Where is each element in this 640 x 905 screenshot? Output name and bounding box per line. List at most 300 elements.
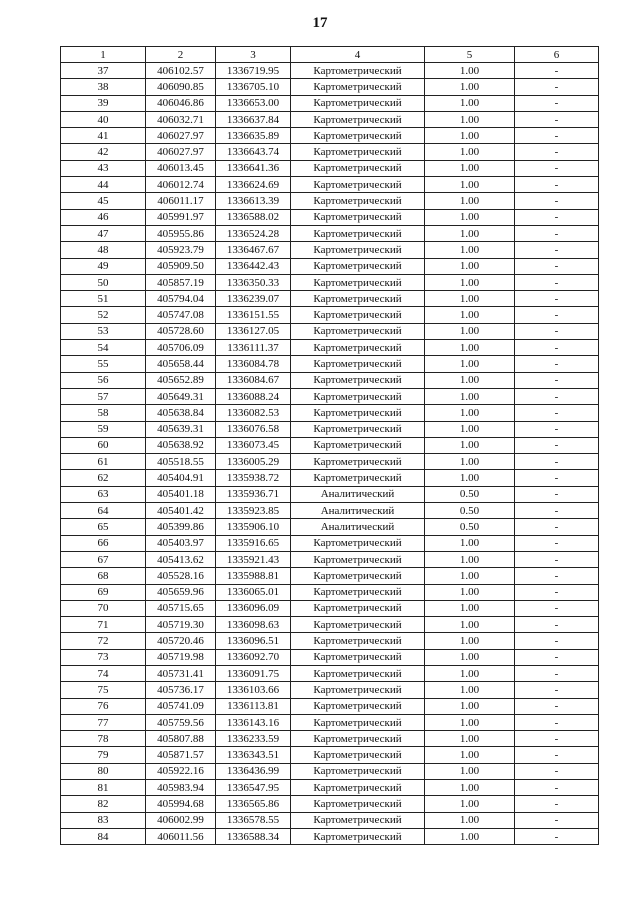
method-cell: Картометрический (291, 421, 425, 437)
y-coordinate-cell: 1336127.05 (216, 323, 291, 339)
method-cell: Картометрический (291, 796, 425, 812)
y-coordinate-cell: 1336637.84 (216, 111, 291, 127)
y-coordinate-cell: 1336635.89 (216, 128, 291, 144)
x-coordinate-cell: 405955.86 (146, 225, 216, 241)
y-coordinate-cell: 1336239.07 (216, 291, 291, 307)
point-number-cell: 40 (61, 111, 146, 127)
y-coordinate-cell: 1336436.99 (216, 763, 291, 779)
point-number-cell: 83 (61, 812, 146, 828)
point-number-cell: 73 (61, 649, 146, 665)
table-row (61, 258, 599, 274)
point-number-cell: 66 (61, 535, 146, 551)
y-coordinate-cell: 1336151.55 (216, 307, 291, 323)
accuracy-cell: 1.00 (425, 177, 515, 193)
point-number-cell: 71 (61, 617, 146, 633)
accuracy-cell: 1.00 (425, 796, 515, 812)
point-number-cell: 72 (61, 633, 146, 649)
accuracy-cell: 1.00 (425, 763, 515, 779)
y-coordinate-cell: 1336096.51 (216, 633, 291, 649)
point-number-cell: 57 (61, 388, 146, 404)
table-row (61, 568, 599, 584)
method-cell: Картометрический (291, 193, 425, 209)
point-number-cell: 74 (61, 665, 146, 681)
x-coordinate-cell: 405719.98 (146, 649, 216, 665)
accuracy-cell: 1.00 (425, 649, 515, 665)
table-row (61, 356, 599, 372)
description-cell: - (515, 584, 599, 600)
x-coordinate-cell: 405413.62 (146, 551, 216, 567)
method-cell: Картометрический (291, 731, 425, 747)
method-cell: Картометрический (291, 828, 425, 844)
y-coordinate-cell: 1336143.16 (216, 714, 291, 730)
point-number-cell: 76 (61, 698, 146, 714)
description-cell: - (515, 291, 599, 307)
point-number-cell: 59 (61, 421, 146, 437)
y-coordinate-cell: 1336084.78 (216, 356, 291, 372)
x-coordinate-cell: 405658.44 (146, 356, 216, 372)
point-number-cell: 39 (61, 95, 146, 111)
y-coordinate-cell: 1336524.28 (216, 225, 291, 241)
description-cell: - (515, 519, 599, 535)
description-cell: - (515, 568, 599, 584)
header-cell-4: 4 (291, 47, 425, 63)
description-cell: - (515, 665, 599, 681)
point-number-cell: 64 (61, 503, 146, 519)
table-row (61, 503, 599, 519)
y-coordinate-cell: 1336091.75 (216, 665, 291, 681)
method-cell: Картометрический (291, 437, 425, 453)
method-cell: Картометрический (291, 63, 425, 79)
table-row (61, 421, 599, 437)
y-coordinate-cell: 1335938.72 (216, 470, 291, 486)
y-coordinate-cell: 1336350.33 (216, 274, 291, 290)
method-cell: Картометрический (291, 274, 425, 290)
point-number-cell: 48 (61, 242, 146, 258)
x-coordinate-cell: 405731.41 (146, 665, 216, 681)
y-coordinate-cell: 1336088.24 (216, 388, 291, 404)
table-row (61, 828, 599, 844)
point-number-cell: 42 (61, 144, 146, 160)
x-coordinate-cell: 406046.86 (146, 95, 216, 111)
accuracy-cell: 1.00 (425, 242, 515, 258)
y-coordinate-cell: 1335923.85 (216, 503, 291, 519)
point-number-cell: 69 (61, 584, 146, 600)
table-row (61, 780, 599, 796)
description-cell: - (515, 731, 599, 747)
x-coordinate-cell: 406027.97 (146, 128, 216, 144)
table-row (61, 731, 599, 747)
description-cell: - (515, 225, 599, 241)
accuracy-cell: 1.00 (425, 780, 515, 796)
x-coordinate-cell: 406090.85 (146, 79, 216, 95)
method-cell: Картометрический (291, 763, 425, 779)
accuracy-cell: 0.50 (425, 486, 515, 502)
y-coordinate-cell: 1336084.67 (216, 372, 291, 388)
point-number-cell: 65 (61, 519, 146, 535)
description-cell: - (515, 209, 599, 225)
y-coordinate-cell: 1336113.81 (216, 698, 291, 714)
method-cell: Картометрический (291, 649, 425, 665)
description-cell: - (515, 437, 599, 453)
table-row (61, 144, 599, 160)
x-coordinate-cell: 406002.99 (146, 812, 216, 828)
description-cell: - (515, 372, 599, 388)
y-coordinate-cell: 1336442.43 (216, 258, 291, 274)
method-cell: Картометрический (291, 340, 425, 356)
accuracy-cell: 1.00 (425, 421, 515, 437)
method-cell: Картометрический (291, 323, 425, 339)
accuracy-cell: 1.00 (425, 193, 515, 209)
header-cell-1: 1 (61, 47, 146, 63)
accuracy-cell: 1.00 (425, 274, 515, 290)
point-number-cell: 77 (61, 714, 146, 730)
x-coordinate-cell: 405638.92 (146, 437, 216, 453)
point-number-cell: 52 (61, 307, 146, 323)
table-row (61, 160, 599, 176)
y-coordinate-cell: 1336096.09 (216, 600, 291, 616)
x-coordinate-cell: 405923.79 (146, 242, 216, 258)
y-coordinate-cell: 1336719.95 (216, 63, 291, 79)
description-cell: - (515, 144, 599, 160)
table-row (61, 535, 599, 551)
table-row (61, 437, 599, 453)
description-cell: - (515, 160, 599, 176)
table-row (61, 551, 599, 567)
y-coordinate-cell: 1336588.34 (216, 828, 291, 844)
x-coordinate-cell: 405720.46 (146, 633, 216, 649)
accuracy-cell: 0.50 (425, 503, 515, 519)
method-cell: Картометрический (291, 372, 425, 388)
table-row (61, 291, 599, 307)
point-number-cell: 54 (61, 340, 146, 356)
point-number-cell: 80 (61, 763, 146, 779)
description-cell: - (515, 486, 599, 502)
description-cell: - (515, 828, 599, 844)
method-cell: Картометрический (291, 535, 425, 551)
description-cell: - (515, 649, 599, 665)
accuracy-cell: 1.00 (425, 323, 515, 339)
y-coordinate-cell: 1336467.67 (216, 242, 291, 258)
point-number-cell: 49 (61, 258, 146, 274)
accuracy-cell: 1.00 (425, 356, 515, 372)
description-cell: - (515, 421, 599, 437)
accuracy-cell: 1.00 (425, 568, 515, 584)
table-row (61, 519, 599, 535)
method-cell: Картометрический (291, 617, 425, 633)
point-number-cell: 46 (61, 209, 146, 225)
description-cell: - (515, 763, 599, 779)
point-number-cell: 84 (61, 828, 146, 844)
point-number-cell: 38 (61, 79, 146, 95)
x-coordinate-cell: 406027.97 (146, 144, 216, 160)
x-coordinate-cell: 405759.56 (146, 714, 216, 730)
x-coordinate-cell: 405401.18 (146, 486, 216, 502)
accuracy-cell: 1.00 (425, 95, 515, 111)
method-cell: Картометрический (291, 177, 425, 193)
x-coordinate-cell: 405922.16 (146, 763, 216, 779)
accuracy-cell: 1.00 (425, 665, 515, 681)
point-number-cell: 58 (61, 405, 146, 421)
table-row (61, 633, 599, 649)
method-cell: Картометрический (291, 584, 425, 600)
x-coordinate-cell: 405639.31 (146, 421, 216, 437)
header-cell-5: 5 (425, 47, 515, 63)
description-cell: - (515, 307, 599, 323)
description-cell: - (515, 698, 599, 714)
method-cell: Картометрический (291, 209, 425, 225)
description-cell: - (515, 747, 599, 763)
x-coordinate-cell: 405747.08 (146, 307, 216, 323)
accuracy-cell: 1.00 (425, 535, 515, 551)
table-row (61, 682, 599, 698)
description-cell: - (515, 193, 599, 209)
header-cell-6: 6 (515, 47, 599, 63)
accuracy-cell: 1.00 (425, 698, 515, 714)
method-cell: Картометрический (291, 780, 425, 796)
y-coordinate-cell: 1336073.45 (216, 437, 291, 453)
table-row (61, 79, 599, 95)
accuracy-cell: 1.00 (425, 388, 515, 404)
description-cell: - (515, 812, 599, 828)
accuracy-cell: 1.00 (425, 405, 515, 421)
x-coordinate-cell: 405794.04 (146, 291, 216, 307)
description-cell: - (515, 177, 599, 193)
y-coordinate-cell: 1336588.02 (216, 209, 291, 225)
x-coordinate-cell: 405741.09 (146, 698, 216, 714)
y-coordinate-cell: 1336705.10 (216, 79, 291, 95)
method-cell: Картометрический (291, 160, 425, 176)
header-row (61, 47, 599, 63)
table-row (61, 617, 599, 633)
point-number-cell: 41 (61, 128, 146, 144)
method-cell: Аналитический (291, 519, 425, 535)
point-number-cell: 63 (61, 486, 146, 502)
point-number-cell: 45 (61, 193, 146, 209)
accuracy-cell: 1.00 (425, 812, 515, 828)
x-coordinate-cell: 405719.30 (146, 617, 216, 633)
method-cell: Картометрический (291, 79, 425, 95)
point-number-cell: 50 (61, 274, 146, 290)
description-cell: - (515, 682, 599, 698)
table-row (61, 812, 599, 828)
accuracy-cell: 1.00 (425, 437, 515, 453)
y-coordinate-cell: 1335916.65 (216, 535, 291, 551)
method-cell: Картометрический (291, 665, 425, 681)
table-row (61, 600, 599, 616)
y-coordinate-cell: 1336092.70 (216, 649, 291, 665)
accuracy-cell: 1.00 (425, 307, 515, 323)
y-coordinate-cell: 1336076.58 (216, 421, 291, 437)
table-row (61, 763, 599, 779)
table-row (61, 323, 599, 339)
method-cell: Картометрический (291, 747, 425, 763)
method-cell: Картометрический (291, 388, 425, 404)
accuracy-cell: 1.00 (425, 633, 515, 649)
description-cell: - (515, 454, 599, 470)
description-cell: - (515, 79, 599, 95)
table-row (61, 405, 599, 421)
accuracy-cell: 1.00 (425, 372, 515, 388)
accuracy-cell: 1.00 (425, 828, 515, 844)
table-row (61, 193, 599, 209)
description-cell: - (515, 470, 599, 486)
method-cell: Аналитический (291, 503, 425, 519)
method-cell: Картометрический (291, 698, 425, 714)
accuracy-cell: 1.00 (425, 340, 515, 356)
x-coordinate-cell: 406013.45 (146, 160, 216, 176)
table-row (61, 454, 599, 470)
accuracy-cell: 0.50 (425, 519, 515, 535)
table-row (61, 242, 599, 258)
x-coordinate-cell: 405807.88 (146, 731, 216, 747)
point-number-cell: 51 (61, 291, 146, 307)
accuracy-cell: 1.00 (425, 747, 515, 763)
accuracy-cell: 1.00 (425, 225, 515, 241)
method-cell: Картометрический (291, 568, 425, 584)
description-cell: - (515, 405, 599, 421)
y-coordinate-cell: 1336578.55 (216, 812, 291, 828)
accuracy-cell: 1.00 (425, 714, 515, 730)
y-coordinate-cell: 1336547.95 (216, 780, 291, 796)
x-coordinate-cell: 405404.91 (146, 470, 216, 486)
y-coordinate-cell: 1336613.39 (216, 193, 291, 209)
y-coordinate-cell: 1336624.69 (216, 177, 291, 193)
table-row (61, 111, 599, 127)
method-cell: Картометрический (291, 144, 425, 160)
y-coordinate-cell: 1336005.29 (216, 454, 291, 470)
accuracy-cell: 1.00 (425, 551, 515, 567)
point-number-cell: 37 (61, 63, 146, 79)
x-coordinate-cell: 406012.74 (146, 177, 216, 193)
description-cell: - (515, 95, 599, 111)
point-number-cell: 78 (61, 731, 146, 747)
x-coordinate-cell: 405736.17 (146, 682, 216, 698)
x-coordinate-cell: 405994.68 (146, 796, 216, 812)
x-coordinate-cell: 405909.50 (146, 258, 216, 274)
description-cell: - (515, 535, 599, 551)
accuracy-cell: 1.00 (425, 63, 515, 79)
table-row (61, 649, 599, 665)
x-coordinate-cell: 405728.60 (146, 323, 216, 339)
point-number-cell: 47 (61, 225, 146, 241)
description-cell: - (515, 63, 599, 79)
method-cell: Картометрический (291, 682, 425, 698)
method-cell: Картометрический (291, 242, 425, 258)
table-row (61, 486, 599, 502)
description-cell: - (515, 551, 599, 567)
y-coordinate-cell: 1336641.36 (216, 160, 291, 176)
method-cell: Картометрический (291, 128, 425, 144)
method-cell: Картометрический (291, 714, 425, 730)
table-row (61, 225, 599, 241)
method-cell: Картометрический (291, 600, 425, 616)
x-coordinate-cell: 406011.56 (146, 828, 216, 844)
table-row (61, 714, 599, 730)
table-row (61, 95, 599, 111)
description-cell: - (515, 340, 599, 356)
table-row (61, 340, 599, 356)
x-coordinate-cell: 405983.94 (146, 780, 216, 796)
accuracy-cell: 1.00 (425, 209, 515, 225)
y-coordinate-cell: 1335906.10 (216, 519, 291, 535)
point-number-cell: 67 (61, 551, 146, 567)
description-cell: - (515, 258, 599, 274)
description-cell: - (515, 617, 599, 633)
method-cell: Картометрический (291, 258, 425, 274)
table-row (61, 665, 599, 681)
accuracy-cell: 1.00 (425, 470, 515, 486)
x-coordinate-cell: 406032.71 (146, 111, 216, 127)
table-body (61, 63, 599, 845)
description-cell: - (515, 356, 599, 372)
description-cell: - (515, 600, 599, 616)
x-coordinate-cell: 405403.97 (146, 535, 216, 551)
method-cell: Картометрический (291, 356, 425, 372)
page-number: 17 (312, 15, 328, 31)
accuracy-cell: 1.00 (425, 111, 515, 127)
table-row (61, 698, 599, 714)
x-coordinate-cell: 406011.17 (146, 193, 216, 209)
x-coordinate-cell: 405706.09 (146, 340, 216, 356)
x-coordinate-cell: 405715.65 (146, 600, 216, 616)
table-header (61, 47, 599, 63)
coordinates-table (60, 46, 599, 845)
method-cell: Картометрический (291, 454, 425, 470)
x-coordinate-cell: 405659.96 (146, 584, 216, 600)
header-cell-3: 3 (216, 47, 291, 63)
header-cell-2: 2 (146, 47, 216, 63)
point-number-cell: 55 (61, 356, 146, 372)
accuracy-cell: 1.00 (425, 584, 515, 600)
point-number-cell: 81 (61, 780, 146, 796)
accuracy-cell: 1.00 (425, 144, 515, 160)
method-cell: Картометрический (291, 405, 425, 421)
y-coordinate-cell: 1335936.71 (216, 486, 291, 502)
accuracy-cell: 1.00 (425, 682, 515, 698)
accuracy-cell: 1.00 (425, 617, 515, 633)
method-cell: Аналитический (291, 486, 425, 502)
method-cell: Картометрический (291, 812, 425, 828)
description-cell: - (515, 796, 599, 812)
accuracy-cell: 1.00 (425, 79, 515, 95)
point-number-cell: 60 (61, 437, 146, 453)
accuracy-cell: 1.00 (425, 731, 515, 747)
description-cell: - (515, 274, 599, 290)
description-cell: - (515, 388, 599, 404)
point-number-cell: 43 (61, 160, 146, 176)
point-number-cell: 53 (61, 323, 146, 339)
method-cell: Картометрический (291, 551, 425, 567)
accuracy-cell: 1.00 (425, 291, 515, 307)
point-number-cell: 75 (61, 682, 146, 698)
description-cell: - (515, 111, 599, 127)
method-cell: Картометрический (291, 633, 425, 649)
table-row (61, 372, 599, 388)
y-coordinate-cell: 1336233.59 (216, 731, 291, 747)
x-coordinate-cell: 405652.89 (146, 372, 216, 388)
y-coordinate-cell: 1336565.86 (216, 796, 291, 812)
point-number-cell: 82 (61, 796, 146, 812)
x-coordinate-cell: 405857.19 (146, 274, 216, 290)
description-cell: - (515, 503, 599, 519)
accuracy-cell: 1.00 (425, 258, 515, 274)
method-cell: Картометрический (291, 111, 425, 127)
table-row (61, 584, 599, 600)
point-number-cell: 79 (61, 747, 146, 763)
description-cell: - (515, 714, 599, 730)
y-coordinate-cell: 1335921.43 (216, 551, 291, 567)
table-row (61, 63, 599, 79)
